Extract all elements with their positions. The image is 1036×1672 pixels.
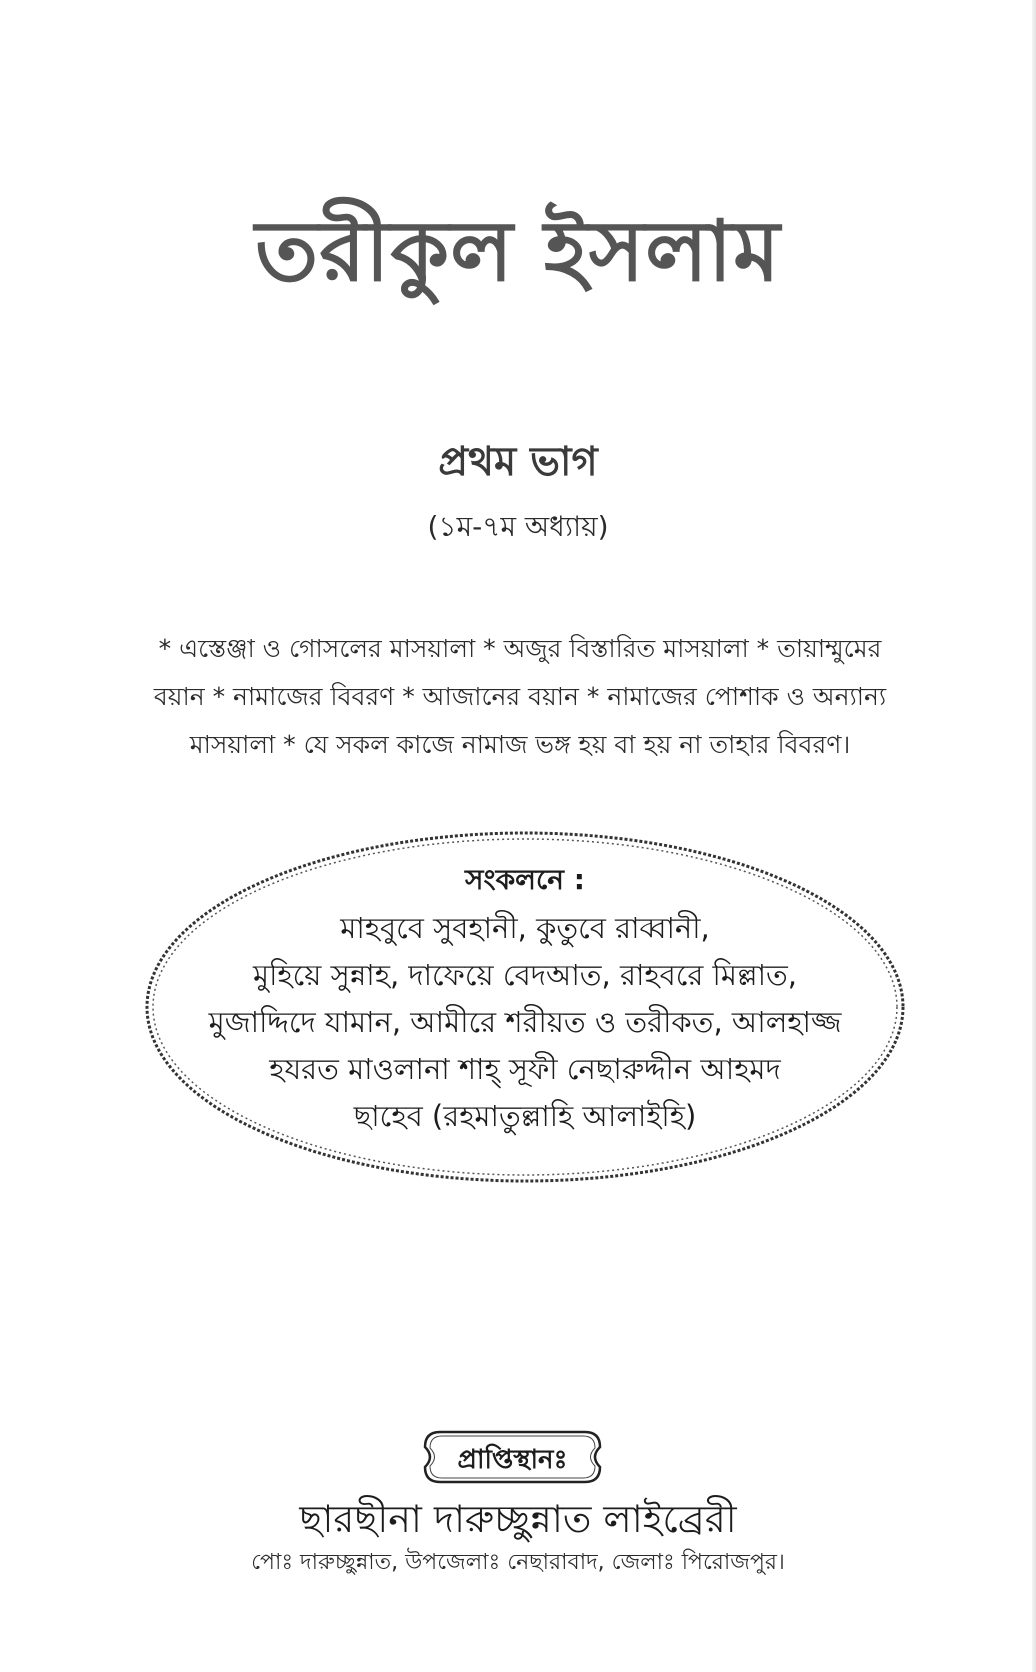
compiler-line: মুহিয়ে সুন্নাহ, দাফেয়ে বেদআত, রাহবরে মিল্লাত, [253,958,797,992]
contents-line: মাসয়ালা * যে সকল কাজে নামাজ ভঙ্গ হয় বা হয় না তাহার বিবরণ। [189,730,851,759]
distribution-label: প্রাপ্তিস্থানঃ [457,1445,568,1475]
compiler-oval [140,825,910,1190]
compiler-line: ছাহেব (রহমাতুল্লাহি আলাইহি) [353,1099,697,1133]
distribution-badge [420,1427,605,1487]
book-title: তরীকুল ইসলাম [255,202,781,300]
compiler-line: হযরত মাওলানা শাহ্‌ সূফী নেছারুদ্দীন আহমদ [269,1052,781,1086]
book-part: প্রথম ভাগ [438,439,598,485]
publisher-name: ছারছীনা দারুচ্ছুন্নাত লাইব্রেরী [299,1497,737,1541]
compiler-line: মাহবুবে সুবহানী, কুতুবে রাব্বানী, [340,911,710,945]
compiler-line: মুজাদ্দিদে যামান, আমীরে শরীয়ত ও তরীকত, আলহাজ্জ [208,1005,842,1039]
publisher-address: পোঃ দারুচ্ছুন্নাত, উপজেলাঃ নেছারাবাদ, জেলাঃ পিরোজপুর। [251,1550,785,1575]
compiler-block [140,855,910,1140]
contents-summary [90,625,950,769]
contents-line: বয়ান * নামাজের বিবরণ * আজানের বয়ান * নামাজের পোশাক ও অন্যান্য [153,682,887,711]
compiled-by-label: সংকলনে : [465,863,585,896]
chapter-range: (১ম-৭ম অধ্যায়) [427,510,609,543]
contents-line: * এস্তেঞ্জা ও গোসলের মাসয়ালা * অজুর বিস্তারিত মাসয়ালা * তায়াম্মুমের [158,634,882,663]
